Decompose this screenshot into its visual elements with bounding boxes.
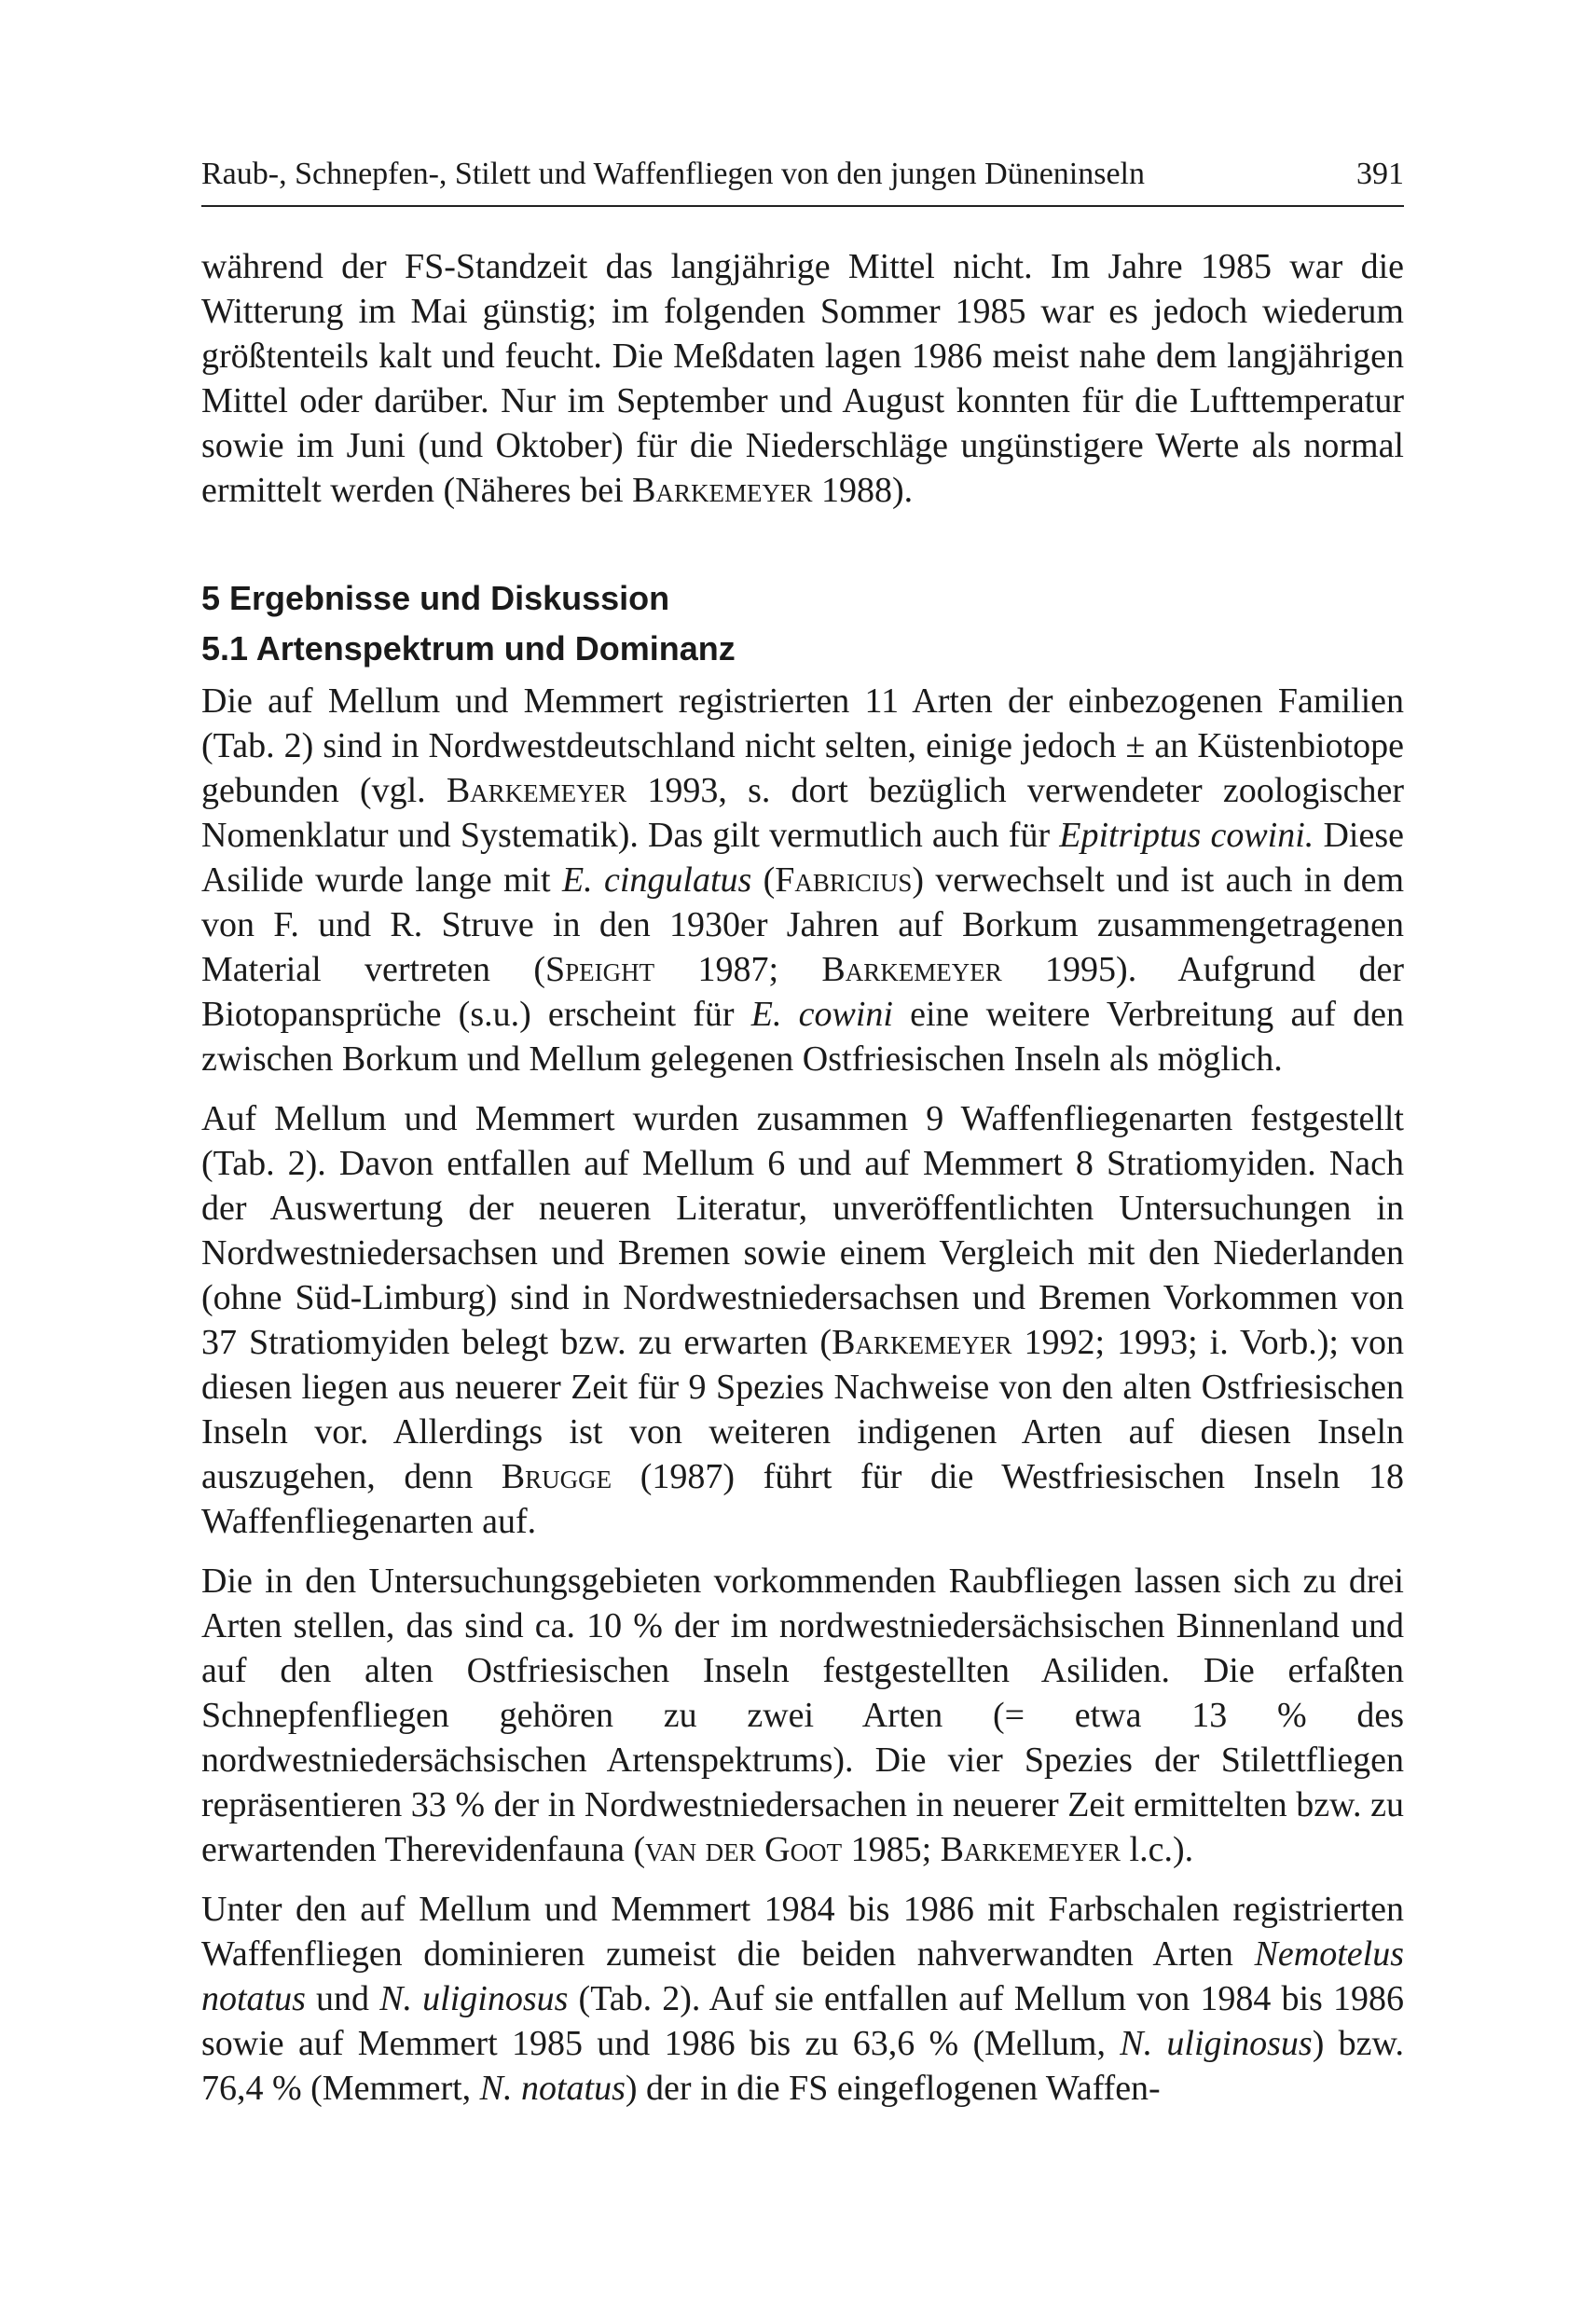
text-run: Unter den auf Mellum und Memmert 1984 bis 1986 mit Farbschalen registrierten Waffenfliegen dominieren zumeist die beiden nahverwandten Arten xyxy=(201,1890,1404,1974)
paragraph-species-spectrum xyxy=(201,679,1404,1081)
text-run: 1992; 1993; i. Vorb.); von diesen liegen aus neuerer Zeit für 9 Spezies Nachweise von den alten Ostfriesischen Inseln vor. Allerdings ist von weiteren indigenen Arten auf diesen Inseln auszugehen, denn xyxy=(201,1323,1404,1496)
text-run: ) verwechselt und ist auch in dem von F. und R. Struve in den 1930er Jahren auf Borkum zusammengetragenen Material vertreten ( xyxy=(201,860,1405,989)
text-run: Auf Mellum und Memmert wurden zusammen 9 Waffenfliegenarten festgestellt (Tab. 2). Davon entfallen auf Mellum 6 und auf Memmert 8 Stratiomyiden. Nach der Auswertung der neueren Literatur, unveröffentlichten Untersuchungen in Nordwestniedersachsen und Bremen sowie einem Vergleich mit den Niederlanden (ohne Süd-Limburg) sind in Nordwestniedersachsen und Bremen Vorkommen von 37 Stratiomyiden belegt bzw. zu erwarten ( xyxy=(201,1099,1404,1362)
author-citation: Fabricius xyxy=(775,860,913,900)
text-run: 1988). xyxy=(812,471,914,510)
text-run: 1993, s. dort bezüglich verwendeter zoologischer Nomenklatur und Systematik). Das gilt vermutlich auch für xyxy=(201,771,1404,855)
text-run: l.c.). xyxy=(1121,1830,1194,1869)
author-citation: Barkemeyer xyxy=(821,950,1002,989)
taxon-name: Epitriptus cowini. xyxy=(1059,816,1314,855)
author-citation: Barkemeyer xyxy=(632,471,813,510)
author-citation: Barkemeyer xyxy=(940,1830,1121,1869)
taxon-name: E. cingulatus xyxy=(561,860,752,900)
text-run: und xyxy=(305,1979,380,2018)
running-title: Raub-, Schnepfen-, Stilett und Waffenfliegen von den jungen Düneninseln xyxy=(201,157,1145,191)
text-run: 1987; xyxy=(654,950,822,989)
taxon-name: N. uliginosus xyxy=(379,1979,569,2018)
text-run: ) der in die FS eingeflogenen Waffen- xyxy=(625,2069,1161,2108)
paragraph-asilidae xyxy=(201,1559,1404,1872)
paragraph-dominance xyxy=(201,1887,1404,2111)
taxon-name: N. notatus xyxy=(479,2069,626,2108)
text-run: ( xyxy=(751,860,776,900)
text-run: Diese Asilide wurde lange mit xyxy=(201,816,1404,900)
author-citation: Barkemeyer xyxy=(832,1323,1012,1362)
text-run: ) bzw. 76,4 % (Memmert, xyxy=(201,2024,1404,2108)
text-run: (Tab. 2). Auf sie entfallen auf Mellum von 1984 bis 1986 sowie auf Memmert 1985 und 1986 bis zu 63,6 % (Mellum, xyxy=(201,1979,1404,2063)
text-run: eine weitere Verbreitung auf den zwischen Borkum und Mellum gelegenen Ostfriesischen Inseln als möglich. xyxy=(201,995,1404,1079)
author-citation: Speight xyxy=(545,950,655,989)
taxon-name: N. uliginosus xyxy=(1120,2024,1313,2063)
section-heading: 5 Ergebnisse und Diskussion xyxy=(201,579,670,617)
text-run: während der FS-Standzeit das langjährige Mittel nicht. Im Jahre 1985 war die Witterung im Mai günstig; im folgenden Sommer 1985 war es jedoch wiederum größtenteils kalt und feucht. Die Meßdaten lagen 1986 meist nahe dem langjährigen Mittel oder darüber. Nur im September und August konnten für die Lufttemperatur sowie im Juni (und Oktober) für die Niederschläge ungünstigere Werte als normal ermittelt werden (Näheres bei xyxy=(201,247,1404,510)
page-body xyxy=(201,244,1404,2126)
subsection-heading: 5.1 Artenspektrum und Dominanz xyxy=(201,629,736,667)
author-citation: van der Goot xyxy=(645,1830,843,1869)
author-citation: Barkemeyer xyxy=(446,771,627,810)
taxon-name: Nemotelus notatus xyxy=(201,1934,1404,2018)
text-run: (1987) führt für die Westfriesischen Inseln 18 Waffenfliegenarten auf. xyxy=(201,1457,1404,1541)
taxon-name: E. cowini xyxy=(750,995,893,1034)
text-run: 1995). Aufgrund der Biotopansprüche (s.u.) erscheint für xyxy=(201,950,1404,1034)
running-header xyxy=(201,155,1404,194)
header-rule xyxy=(201,205,1404,207)
author-citation: Brugge xyxy=(501,1457,612,1496)
page-number: 391 xyxy=(1356,157,1404,191)
paragraph-stratiomyidae xyxy=(201,1096,1404,1544)
text-run: Die in den Untersuchungsgebieten vorkommenden Raubfliegen lassen sich zu drei Arten stellen, das sind ca. 10 % der im nordwestniedersächsischen Binnenland und auf den alten Ostfriesischen Inseln festgestellten Asiliden. Die erfaßten Schnepfenfliegen gehören zu zwei Arten (= etwa 13 % des nordwestniedersächsischen Artenspektrums). Die vier Spezies der Stilettfliegen repräsentieren 33 % der in Nordwestniedersachen in neuerer Zeit ermittelten bzw. zu erwartenden Therevidenfauna ( xyxy=(201,1562,1404,1869)
text-run: 1985; xyxy=(842,1830,941,1869)
text-run: Die auf Mellum und Memmert registrierten 11 Arten der einbezogenen Familien (Tab. 2) sind in Nordwestdeutschland nicht selten, einige jedoch ± an Küstenbiotope gebunden (vgl. xyxy=(201,681,1404,810)
paragraph-continued xyxy=(201,244,1404,513)
